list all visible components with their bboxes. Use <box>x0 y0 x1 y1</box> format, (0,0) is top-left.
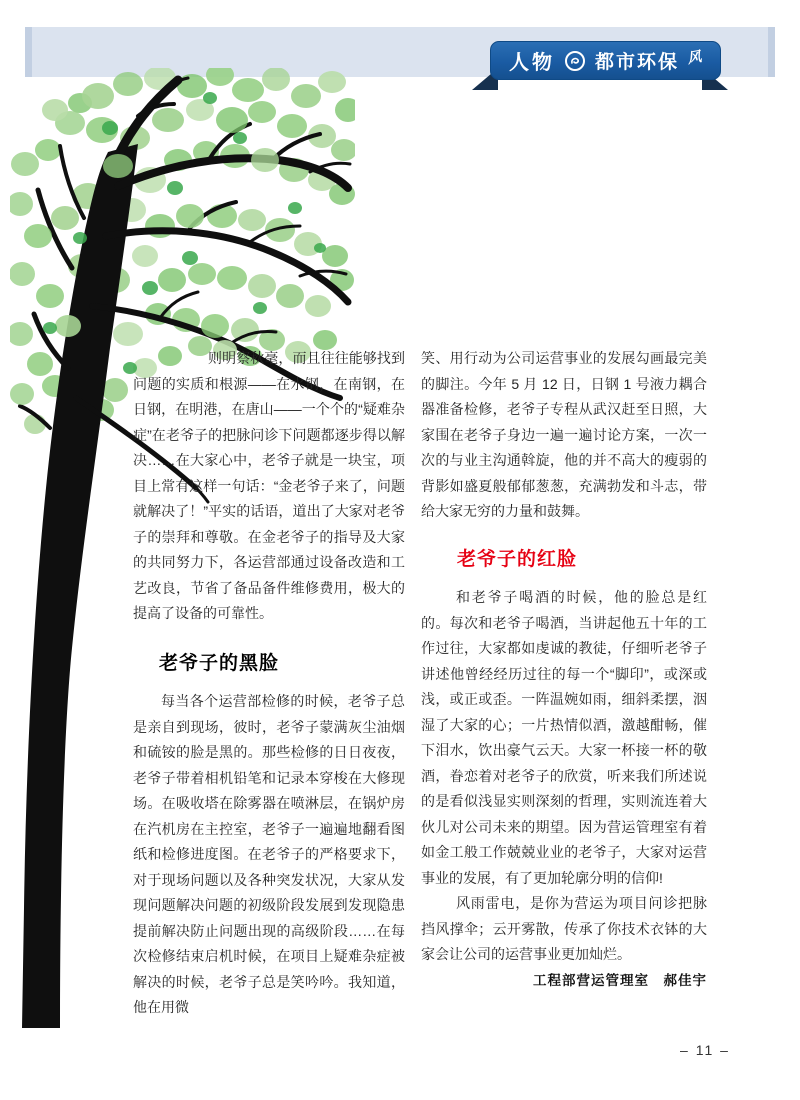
paragraph: 每当各个运营部检修的时候，老爷子总是亲自到现场，彼时，老爷子蒙满灰尘油烟和硫铵的脸是黑的。那些检修的日日夜夜，老爷子带着相机铅笔和记录本穿梭在大修现场。在吸收塔在除雾器在喷淋层，在锅炉房在汽机房在主控室，老爷子一遍遍地翻看图纸和检修进度图。在老爷子的严格要求下，对于现场问题以及各种突发状况，大家从发现问题解决问题的初级阶段发展到发现隐患提前解决防止问题出现的高级阶段……在每次检修结束启机时候，在项目上疑难杂症被解决的时候，老爷子总是笑吟吟。我知道，他在用微 <box>133 693 405 1015</box>
strip-right-cap <box>768 27 775 77</box>
paragraph: 和老爷子喝酒的时候，他的脸总是红的。每次和老爷子喝酒，当讲起他五十年的工作过往，大家都如虔诚的教徒，仔细听老爷子讲述他曾经经历过往的每一个“脚印”，或深或浅，或正或歪。一阵温婉如雨，细斜柔摆，洇湿了大家的心；一片热情似酒，激越酣畅，催下泪水，饮出豪气云天。大家一杯接一杯的敬酒，眷恋着对老爷子的欣赏，听来我们所述说的是看似浅显实则深刻的哲理，实则流连着大伙儿对公司未来的期望。因为营运管理室有着如金工般工作兢兢业业的老爷子，大家对运营事业的发展，有了更加轮廓分明的信仰! <box>421 589 707 886</box>
section-heading-red-face: 老爷子的红脸 <box>457 548 578 570</box>
paragraph: 笑、用行动为公司运营事业的发展勾画最完美的脚注。今年 5 月 12 日，日钢 1 号液力耦合器准备检修，老爷子专程从武汉赶至日照，大家围在老爷子身边一遍一遍讨论方案，一次一次的与业主沟通斡旋，他的并不高大的瘦弱的背影如盛夏般郁郁葱葱，充满勃发和斗志，带给大家无穷的力量和鼓舞。 <box>421 350 707 519</box>
masthead-script-mark: 风 <box>686 47 703 66</box>
section-ribbon <box>490 41 721 80</box>
magazine-logo-icon <box>564 50 586 72</box>
paragraph: 则明察秋毫，而且往往能够找到问题的实质和根源——在水钢，在南钢，在日钢，在明港，在唐山——一个个的“疑难杂症”在老爷子的把脉问诊下问题都逐步得以解决……在大家心中，老爷子就是一块宝，项目上常有这样一句话：“金老爷子来了，问题就解决了！”平实的话语，道出了大家对老爷子的崇拜和尊敬。在金老爷子的指导及大家的共同努力下，各运营部通过设备改造和工艺改良，节省了备品备件维修费用，极大的提高了设备的可靠性。 <box>133 350 405 621</box>
section-heading-black-face: 老爷子的黑脸 <box>159 652 280 674</box>
category-label: 人物 <box>509 52 555 74</box>
article-right-column <box>421 346 707 993</box>
author-byline: 工程部营运管理室 郝佳宇 <box>533 972 707 988</box>
article-left-column <box>133 346 405 1021</box>
page-number: – 11 – <box>680 1042 730 1058</box>
masthead-title: 都市环保 <box>595 52 680 73</box>
paragraph: 风雨雷电，是你为营运为项目问诊把脉挡风撑伞；云开雾散，传承了你技术衣钵的大家会让公司的运营事业更加灿烂。 <box>421 895 707 962</box>
